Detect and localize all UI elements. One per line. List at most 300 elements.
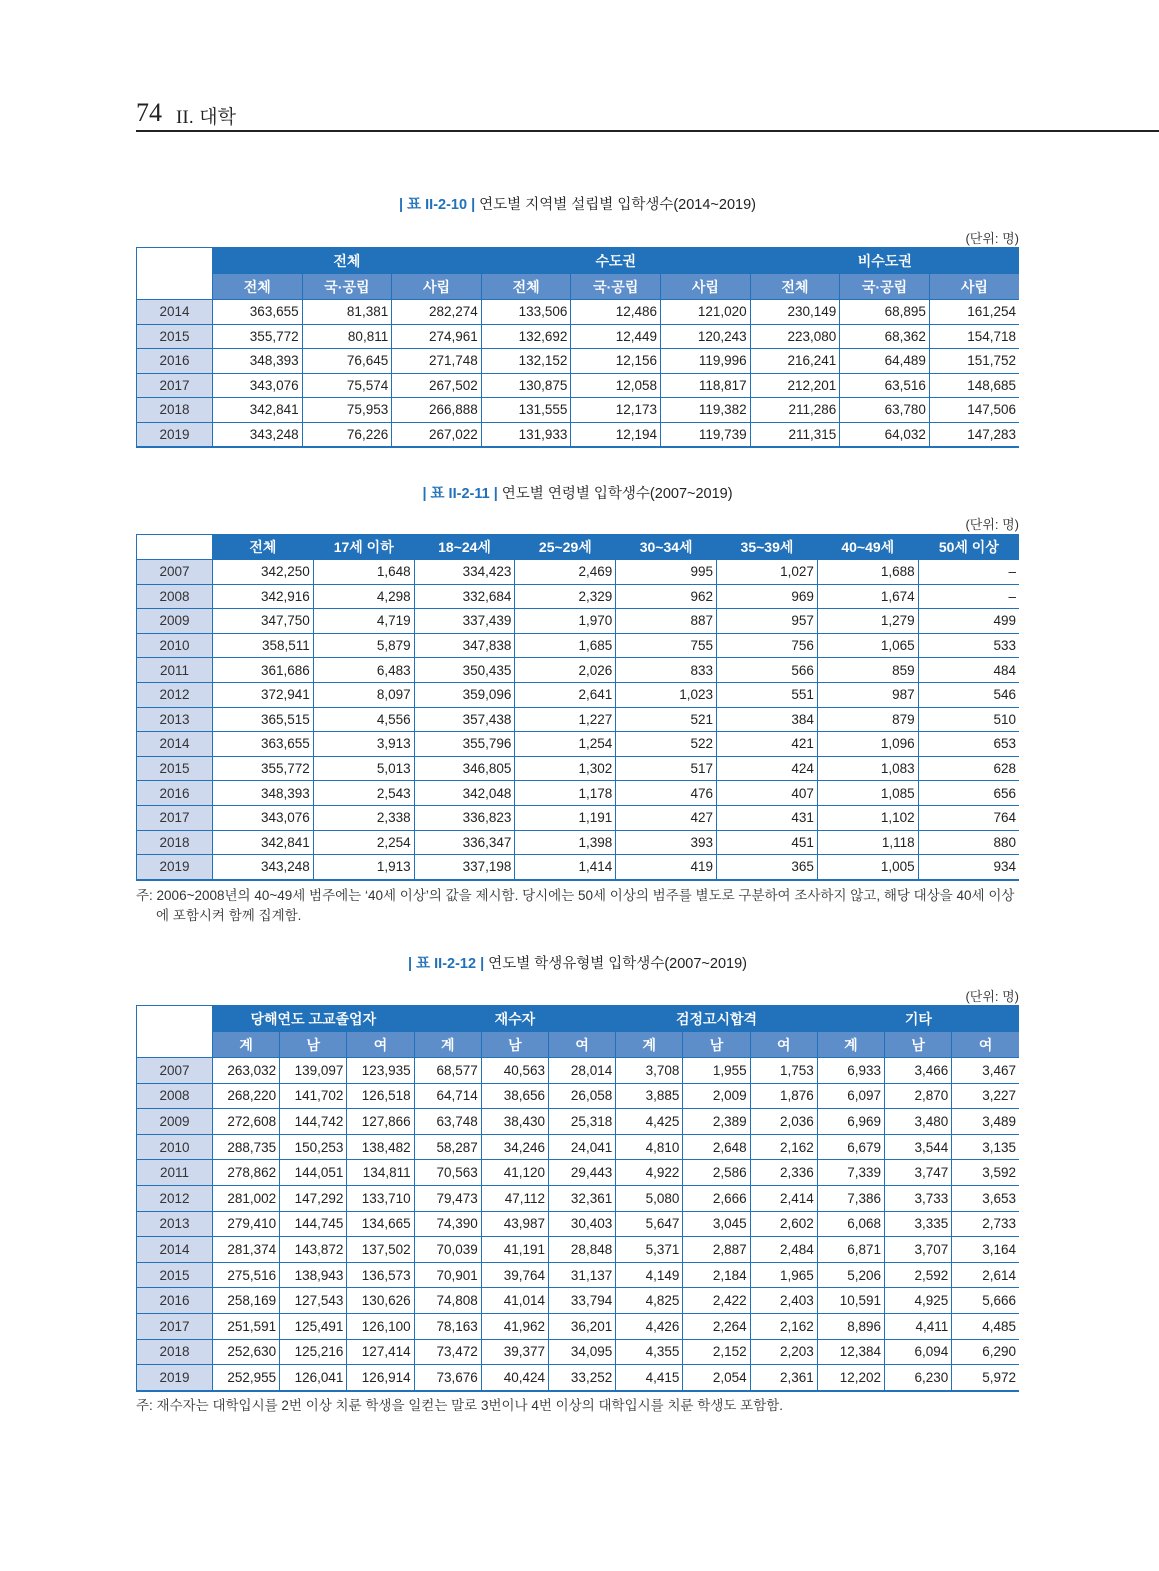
value-cell: 3,135 xyxy=(952,1134,1019,1160)
value-cell: 424 xyxy=(717,756,818,781)
table-row xyxy=(137,398,1020,423)
value-cell: 6,871 xyxy=(817,1237,884,1263)
value-cell: 2,338 xyxy=(313,805,414,830)
value-cell: 566 xyxy=(717,658,818,683)
value-cell: 6,933 xyxy=(817,1058,884,1084)
table2-note-line2: 에 포함시켜 함께 집계함. xyxy=(156,908,302,923)
table1 xyxy=(136,247,1019,448)
value-cell: 431 xyxy=(717,805,818,830)
value-cell: 278,862 xyxy=(213,1160,280,1186)
year-cell: 2016 xyxy=(137,781,213,806)
value-cell: 521 xyxy=(616,707,717,732)
value-cell: 12,058 xyxy=(571,373,661,398)
table-row xyxy=(137,1134,1020,1160)
value-cell: 6,679 xyxy=(817,1134,884,1160)
year-cell: 2016 xyxy=(137,349,213,374)
year-cell: 2013 xyxy=(137,707,213,732)
value-cell: 10,591 xyxy=(817,1288,884,1314)
column-header: 40~49세 xyxy=(817,535,918,560)
column-header: 남 xyxy=(481,1032,548,1058)
value-cell: 1,753 xyxy=(750,1058,817,1084)
value-cell: 365,515 xyxy=(213,707,314,732)
value-cell: 1,227 xyxy=(515,707,616,732)
value-cell: 68,362 xyxy=(840,324,930,349)
table-row xyxy=(137,1109,1020,1135)
value-cell: 5,206 xyxy=(817,1262,884,1288)
year-cell: 2009 xyxy=(137,1109,213,1135)
value-cell: 2,329 xyxy=(515,584,616,609)
value-cell: 484 xyxy=(918,658,1019,683)
table3 xyxy=(136,1005,1019,1392)
value-cell: 4,426 xyxy=(616,1313,683,1339)
value-cell: 119,382 xyxy=(661,398,751,423)
value-cell: 337,439 xyxy=(414,609,515,634)
value-cell: 880 xyxy=(918,830,1019,855)
group-header: 비수도권 xyxy=(750,248,1019,274)
table3-note: 주: 재수자는 대학입시를 2번 이상 치룬 학생을 일컫는 말로 3번이나 4번 이상의 대학입시를 치룬 학생도 포함함. xyxy=(136,1398,784,1413)
group-header: 검정고시합격 xyxy=(616,1006,818,1032)
value-cell: 281,374 xyxy=(213,1237,280,1263)
column-header: 18~24세 xyxy=(414,535,515,560)
table-row xyxy=(137,1339,1020,1365)
value-cell: 2,666 xyxy=(683,1185,750,1211)
value-cell: 2,152 xyxy=(683,1339,750,1365)
value-cell: 31,137 xyxy=(549,1262,616,1288)
column-header: 국·공립 xyxy=(840,274,930,300)
value-cell: 5,666 xyxy=(952,1288,1019,1314)
group-header: 수도권 xyxy=(481,248,750,274)
value-cell: 28,014 xyxy=(549,1058,616,1084)
group-header: 전체 xyxy=(213,248,482,274)
year-cell: 2010 xyxy=(137,1134,213,1160)
value-cell: 4,922 xyxy=(616,1160,683,1186)
year-cell: 2019 xyxy=(137,1365,213,1391)
column-header: 사립 xyxy=(661,274,751,300)
value-cell: 346,805 xyxy=(414,756,515,781)
value-cell: 5,879 xyxy=(313,633,414,658)
year-cell: 2015 xyxy=(137,324,213,349)
value-cell: 144,745 xyxy=(280,1211,347,1237)
column-header: 전체 xyxy=(213,535,314,560)
value-cell: 365 xyxy=(717,855,818,880)
value-cell: 372,941 xyxy=(213,682,314,707)
table-row xyxy=(137,584,1020,609)
chapter-heading xyxy=(176,102,236,129)
value-cell: 133,506 xyxy=(481,300,571,325)
table-row xyxy=(137,1160,1020,1186)
value-cell: 28,848 xyxy=(549,1237,616,1263)
value-cell: 80,811 xyxy=(302,324,392,349)
value-cell: 30,403 xyxy=(549,1211,616,1237)
value-cell: 3,707 xyxy=(885,1237,952,1263)
value-cell: 138,943 xyxy=(280,1262,347,1288)
value-cell: 139,097 xyxy=(280,1058,347,1084)
value-cell: 363,655 xyxy=(213,300,303,325)
group-header: 기타 xyxy=(817,1006,1019,1032)
value-cell: 1,254 xyxy=(515,732,616,757)
value-cell: 342,250 xyxy=(213,560,314,585)
value-cell: 363,655 xyxy=(213,732,314,757)
table-row xyxy=(137,560,1020,585)
year-cell: 2009 xyxy=(137,609,213,634)
value-cell: 3,885 xyxy=(616,1083,683,1109)
value-cell: 361,686 xyxy=(213,658,314,683)
value-cell: 252,630 xyxy=(213,1339,280,1365)
column-header: 남 xyxy=(885,1032,952,1058)
table-row xyxy=(137,609,1020,634)
value-cell: 70,563 xyxy=(414,1160,481,1186)
value-cell: 1,178 xyxy=(515,781,616,806)
value-cell: 342,916 xyxy=(213,584,314,609)
value-cell: 421 xyxy=(717,732,818,757)
value-cell: 879 xyxy=(817,707,918,732)
value-cell: 223,080 xyxy=(750,324,840,349)
value-cell: 934 xyxy=(918,855,1019,880)
value-cell: 6,230 xyxy=(885,1365,952,1391)
value-cell: 628 xyxy=(918,756,1019,781)
value-cell: 2,602 xyxy=(750,1211,817,1237)
table-row xyxy=(137,300,1020,325)
value-cell: 41,191 xyxy=(481,1237,548,1263)
value-cell: 533 xyxy=(918,633,1019,658)
value-cell: 656 xyxy=(918,781,1019,806)
value-cell: 25,318 xyxy=(549,1109,616,1135)
value-cell: 5,972 xyxy=(952,1365,1019,1391)
value-cell: 499 xyxy=(918,609,1019,634)
value-cell: 2,254 xyxy=(313,830,414,855)
table1-title: 연도별 지역별 설립별 입학생수(2014~2019) xyxy=(475,197,756,213)
value-cell: 125,216 xyxy=(280,1339,347,1365)
value-cell: 5,371 xyxy=(616,1237,683,1263)
column-header: 계 xyxy=(817,1032,884,1058)
year-cell: 2012 xyxy=(137,682,213,707)
table1-caption xyxy=(136,193,1019,214)
value-cell: 288,735 xyxy=(213,1134,280,1160)
column-header: 50세 이상 xyxy=(918,535,1019,560)
value-cell: 348,393 xyxy=(213,781,314,806)
value-cell: 127,866 xyxy=(347,1109,414,1135)
value-cell: 3,466 xyxy=(885,1058,952,1084)
table2-unit: (단위: 명) xyxy=(965,517,1019,532)
value-cell: 7,386 xyxy=(817,1185,884,1211)
value-cell: 3,335 xyxy=(885,1211,952,1237)
value-cell: 2,009 xyxy=(683,1083,750,1109)
value-cell: 132,692 xyxy=(481,324,571,349)
value-cell: 359,096 xyxy=(414,682,515,707)
year-cell: 2018 xyxy=(137,398,213,423)
value-cell: 2,648 xyxy=(683,1134,750,1160)
table-row xyxy=(137,1288,1020,1314)
value-cell: 251,591 xyxy=(213,1313,280,1339)
value-cell: 2,543 xyxy=(313,781,414,806)
value-cell: 1,965 xyxy=(750,1262,817,1288)
table3-caption xyxy=(136,952,1019,973)
column-header: 남 xyxy=(683,1032,750,1058)
table1-unit: (단위: 명) xyxy=(965,231,1019,246)
value-cell: 343,076 xyxy=(213,805,314,830)
year-cell: 2013 xyxy=(137,1211,213,1237)
value-cell: 6,097 xyxy=(817,1083,884,1109)
value-cell: 4,825 xyxy=(616,1288,683,1314)
value-cell: 756 xyxy=(717,633,818,658)
value-cell: 12,486 xyxy=(571,300,661,325)
value-cell: 419 xyxy=(616,855,717,880)
year-cell: 2012 xyxy=(137,1185,213,1211)
value-cell: 1,191 xyxy=(515,805,616,830)
value-cell: 38,430 xyxy=(481,1109,548,1135)
corner-cell xyxy=(137,248,213,300)
value-cell: 136,573 xyxy=(347,1262,414,1288)
value-cell: – xyxy=(918,560,1019,585)
value-cell: 6,969 xyxy=(817,1109,884,1135)
corner-cell xyxy=(137,1006,213,1058)
value-cell: 73,676 xyxy=(414,1365,481,1391)
value-cell: 357,438 xyxy=(414,707,515,732)
value-cell: 2,203 xyxy=(750,1339,817,1365)
table-row xyxy=(137,707,1020,732)
value-cell: 2,469 xyxy=(515,560,616,585)
column-header: 여 xyxy=(952,1032,1019,1058)
year-cell: 2007 xyxy=(137,1058,213,1084)
value-cell: 2,592 xyxy=(885,1262,952,1288)
value-cell: 887 xyxy=(616,609,717,634)
value-cell: 343,076 xyxy=(213,373,303,398)
value-cell: 1,302 xyxy=(515,756,616,781)
table2-caption xyxy=(136,482,1019,503)
value-cell: 347,750 xyxy=(213,609,314,634)
value-cell: 211,286 xyxy=(750,398,840,423)
value-cell: 230,149 xyxy=(750,300,840,325)
value-cell: 2,389 xyxy=(683,1109,750,1135)
value-cell: 79,473 xyxy=(414,1185,481,1211)
value-cell: 6,094 xyxy=(885,1339,952,1365)
table-row xyxy=(137,658,1020,683)
value-cell: 407 xyxy=(717,781,818,806)
value-cell: 252,955 xyxy=(213,1365,280,1391)
value-cell: 39,377 xyxy=(481,1339,548,1365)
value-cell: 348,393 xyxy=(213,349,303,374)
value-cell: 332,684 xyxy=(414,584,515,609)
value-cell: 6,290 xyxy=(952,1339,1019,1365)
column-header: 계 xyxy=(414,1032,481,1058)
value-cell: 38,656 xyxy=(481,1083,548,1109)
value-cell: 8,896 xyxy=(817,1313,884,1339)
year-cell: 2011 xyxy=(137,1160,213,1186)
value-cell: 7,339 xyxy=(817,1160,884,1186)
value-cell: 4,925 xyxy=(885,1288,952,1314)
value-cell: 130,875 xyxy=(481,373,571,398)
year-cell: 2008 xyxy=(137,1083,213,1109)
value-cell: 4,719 xyxy=(313,609,414,634)
value-cell: 1,083 xyxy=(817,756,918,781)
value-cell: 3,913 xyxy=(313,732,414,757)
value-cell: 32,361 xyxy=(549,1185,616,1211)
value-cell: 141,702 xyxy=(280,1083,347,1109)
value-cell: 1,027 xyxy=(717,560,818,585)
value-cell: 969 xyxy=(717,584,818,609)
value-cell: 3,544 xyxy=(885,1134,952,1160)
value-cell: 39,764 xyxy=(481,1262,548,1288)
value-cell: 70,901 xyxy=(414,1262,481,1288)
value-cell: 63,516 xyxy=(840,373,930,398)
table-row xyxy=(137,805,1020,830)
value-cell: 1,955 xyxy=(683,1058,750,1084)
value-cell: 1,118 xyxy=(817,830,918,855)
table3-title: 연도별 학생유형별 입학생수(2007~2019) xyxy=(484,956,747,972)
value-cell: 3,480 xyxy=(885,1109,952,1135)
column-header: 여 xyxy=(750,1032,817,1058)
value-cell: 43,987 xyxy=(481,1211,548,1237)
value-cell: 1,913 xyxy=(313,855,414,880)
value-cell: 34,246 xyxy=(481,1134,548,1160)
value-cell: 6,483 xyxy=(313,658,414,683)
value-cell: 268,220 xyxy=(213,1083,280,1109)
table2-note xyxy=(136,886,1026,926)
value-cell: 427 xyxy=(616,805,717,830)
value-cell: 337,198 xyxy=(414,855,515,880)
value-cell: 137,502 xyxy=(347,1237,414,1263)
chapter-title: . 대학 xyxy=(188,107,236,128)
value-cell: 343,248 xyxy=(213,855,314,880)
value-cell: 64,714 xyxy=(414,1083,481,1109)
value-cell: 78,163 xyxy=(414,1313,481,1339)
value-cell: 355,772 xyxy=(213,324,303,349)
value-cell: 258,169 xyxy=(213,1288,280,1314)
value-cell: 134,665 xyxy=(347,1211,414,1237)
value-cell: 342,048 xyxy=(414,781,515,806)
value-cell: 833 xyxy=(616,658,717,683)
value-cell: 1,279 xyxy=(817,609,918,634)
value-cell: 41,014 xyxy=(481,1288,548,1314)
page-header xyxy=(136,96,1159,132)
year-cell: 2014 xyxy=(137,1237,213,1263)
value-cell: 271,748 xyxy=(392,349,482,374)
value-cell: 2,403 xyxy=(750,1288,817,1314)
table1-label: | 표 II-2-10 | xyxy=(399,197,476,213)
value-cell: 147,292 xyxy=(280,1185,347,1211)
table-row xyxy=(137,1058,1020,1084)
value-cell: 212,201 xyxy=(750,373,840,398)
value-cell: 510 xyxy=(918,707,1019,732)
value-cell: 266,888 xyxy=(392,398,482,423)
value-cell: 1,065 xyxy=(817,633,918,658)
value-cell: 957 xyxy=(717,609,818,634)
value-cell: 64,489 xyxy=(840,349,930,374)
value-cell: 995 xyxy=(616,560,717,585)
value-cell: 334,423 xyxy=(414,560,515,585)
year-cell: 2018 xyxy=(137,830,213,855)
value-cell: 342,841 xyxy=(213,830,314,855)
value-cell: 76,645 xyxy=(302,349,392,374)
table2-title: 연도별 연령별 입학생수(2007~2019) xyxy=(497,486,733,502)
value-cell: 3,747 xyxy=(885,1160,952,1186)
column-header: 전체 xyxy=(481,274,571,300)
value-cell: 384 xyxy=(717,707,818,732)
value-cell: 130,626 xyxy=(347,1288,414,1314)
value-cell: 4,425 xyxy=(616,1109,683,1135)
value-cell: 126,041 xyxy=(280,1365,347,1391)
column-header: 30~34세 xyxy=(616,535,717,560)
year-cell: 2007 xyxy=(137,560,213,585)
group-header: 재수자 xyxy=(414,1006,616,1032)
value-cell: 216,241 xyxy=(750,349,840,374)
year-cell: 2014 xyxy=(137,300,213,325)
year-cell: 2008 xyxy=(137,584,213,609)
value-cell: 74,390 xyxy=(414,1211,481,1237)
value-cell: 551 xyxy=(717,682,818,707)
value-cell: 126,518 xyxy=(347,1083,414,1109)
column-header: 전체 xyxy=(213,274,303,300)
value-cell: 24,041 xyxy=(549,1134,616,1160)
value-cell: 70,039 xyxy=(414,1237,481,1263)
column-header: 사립 xyxy=(929,274,1019,300)
year-cell: 2015 xyxy=(137,1262,213,1288)
value-cell: 4,485 xyxy=(952,1313,1019,1339)
value-cell: 12,194 xyxy=(571,422,661,447)
value-cell: 3,467 xyxy=(952,1058,1019,1084)
value-cell: 2,641 xyxy=(515,682,616,707)
value-cell: 118,817 xyxy=(661,373,751,398)
year-cell: 2015 xyxy=(137,756,213,781)
value-cell: 1,102 xyxy=(817,805,918,830)
value-cell: 1,096 xyxy=(817,732,918,757)
value-cell: 336,347 xyxy=(414,830,515,855)
value-cell: 126,100 xyxy=(347,1313,414,1339)
value-cell: 68,895 xyxy=(840,300,930,325)
value-cell: 2,184 xyxy=(683,1262,750,1288)
value-cell: 987 xyxy=(817,682,918,707)
value-cell: 517 xyxy=(616,756,717,781)
value-cell: 267,022 xyxy=(392,422,482,447)
value-cell: 343,248 xyxy=(213,422,303,447)
value-cell: 127,414 xyxy=(347,1339,414,1365)
value-cell: 143,872 xyxy=(280,1237,347,1263)
column-header: 여 xyxy=(549,1032,616,1058)
value-cell: 2,422 xyxy=(683,1288,750,1314)
value-cell: 755 xyxy=(616,633,717,658)
value-cell: 121,020 xyxy=(661,300,751,325)
value-cell: 4,415 xyxy=(616,1365,683,1391)
value-cell: 3,708 xyxy=(616,1058,683,1084)
value-cell: 147,506 xyxy=(929,398,1019,423)
value-cell: 63,748 xyxy=(414,1109,481,1135)
year-cell: 2011 xyxy=(137,658,213,683)
value-cell: 58,287 xyxy=(414,1134,481,1160)
value-cell: 358,511 xyxy=(213,633,314,658)
value-cell: 150,253 xyxy=(280,1134,347,1160)
value-cell: 962 xyxy=(616,584,717,609)
column-header: 계 xyxy=(616,1032,683,1058)
value-cell: 342,841 xyxy=(213,398,303,423)
value-cell: 26,058 xyxy=(549,1083,616,1109)
table-row xyxy=(137,682,1020,707)
table3-label: | 표 II-2-12 | xyxy=(408,956,485,972)
value-cell: 546 xyxy=(918,682,1019,707)
table-row xyxy=(137,633,1020,658)
table-row xyxy=(137,349,1020,374)
value-cell: 3,045 xyxy=(683,1211,750,1237)
value-cell: 267,502 xyxy=(392,373,482,398)
column-header: 사립 xyxy=(392,274,482,300)
value-cell: 764 xyxy=(918,805,1019,830)
value-cell: 127,543 xyxy=(280,1288,347,1314)
value-cell: 2,361 xyxy=(750,1365,817,1391)
value-cell: 355,772 xyxy=(213,756,314,781)
value-cell: 1,005 xyxy=(817,855,918,880)
value-cell: 12,384 xyxy=(817,1339,884,1365)
value-cell: 1,685 xyxy=(515,633,616,658)
column-header: 국·공립 xyxy=(302,274,392,300)
